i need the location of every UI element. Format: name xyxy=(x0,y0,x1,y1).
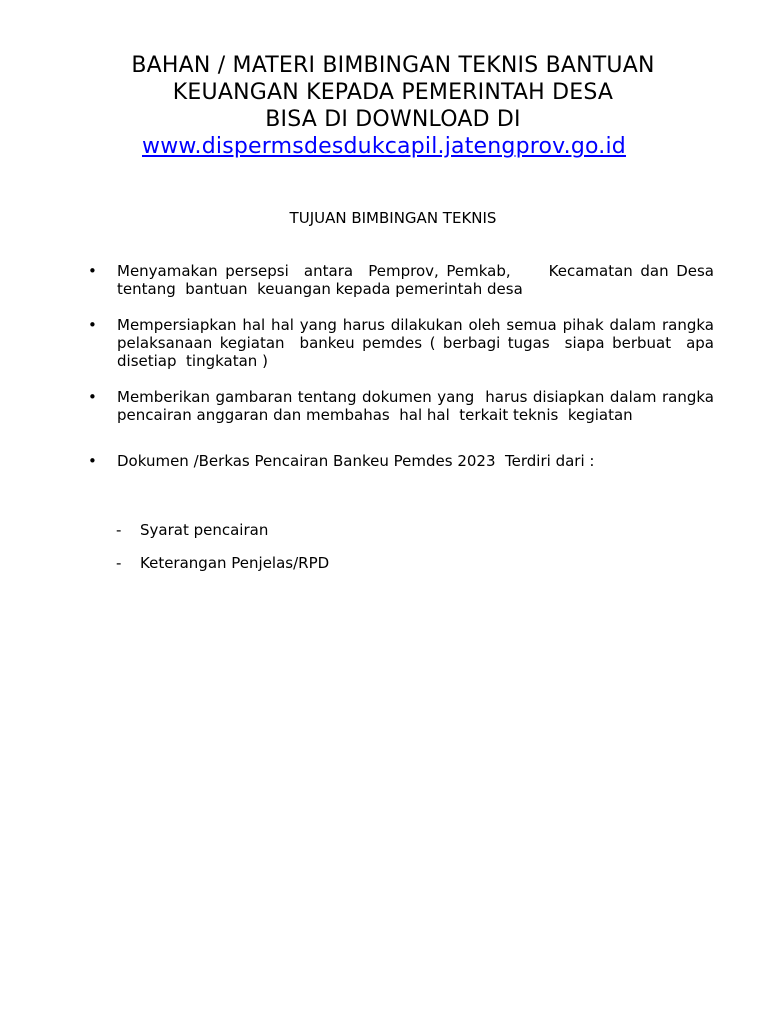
sub-list-item xyxy=(116,521,329,539)
bullet-icon: • xyxy=(88,316,97,334)
bullet-icon: • xyxy=(88,262,97,280)
bullet-icon: • xyxy=(88,452,97,470)
list-item-text: Menyamakan persepsi antara Pemprov, Pemkab, Kecamatan dan Desa tentang bantuan keuangan kepada pemerintah desa xyxy=(117,262,724,298)
list-item xyxy=(88,262,724,298)
list-item-text: Mempersiapkan hal hal yang harus dilakukan oleh semua pihak dalam rangka pelaksanaan kegiatan bankeu pemdes ( berbagi tugas siapa berbuat apa disetiap tingkatan ) xyxy=(117,316,724,370)
list-item xyxy=(88,388,719,424)
section-title: TUJUAN BIMBINGAN TEKNIS xyxy=(289,209,497,227)
sub-list-item-text: Keterangan Penjelas/RPD xyxy=(140,554,330,572)
list-item xyxy=(88,316,724,370)
list-item-text: Dokumen /Berkas Pencairan Bankeu Pemdes 2023 Terdiri dari : xyxy=(117,452,595,470)
list-item xyxy=(88,452,714,470)
list-item-text: Memberikan gambaran tentang dokumen yang harus disiapkan dalam rangka pencairan anggaran dan membahas hal hal terkait teknis kegiatan xyxy=(117,388,719,424)
dash-icon: - xyxy=(116,521,122,539)
bullet-icon: • xyxy=(88,388,97,406)
documents-sub-list xyxy=(116,521,329,587)
header-line-1: BAHAN / MATERI BIMBINGAN TEKNIS BANTUAN xyxy=(131,53,655,78)
document-header xyxy=(0,52,768,160)
sub-list-item xyxy=(116,554,329,572)
header-line-3: BISA DI DOWNLOAD DI xyxy=(265,107,521,132)
objectives-list xyxy=(88,262,724,470)
sub-list-item-text: Syarat pencairan xyxy=(140,521,269,539)
download-link[interactable]: www.dispermsdesdukcapil.jatengprov.go.id xyxy=(142,134,626,159)
header-line-2: KEUANGAN KEPADA PEMERINTAH DESA xyxy=(172,80,614,105)
dash-icon: - xyxy=(116,554,122,572)
